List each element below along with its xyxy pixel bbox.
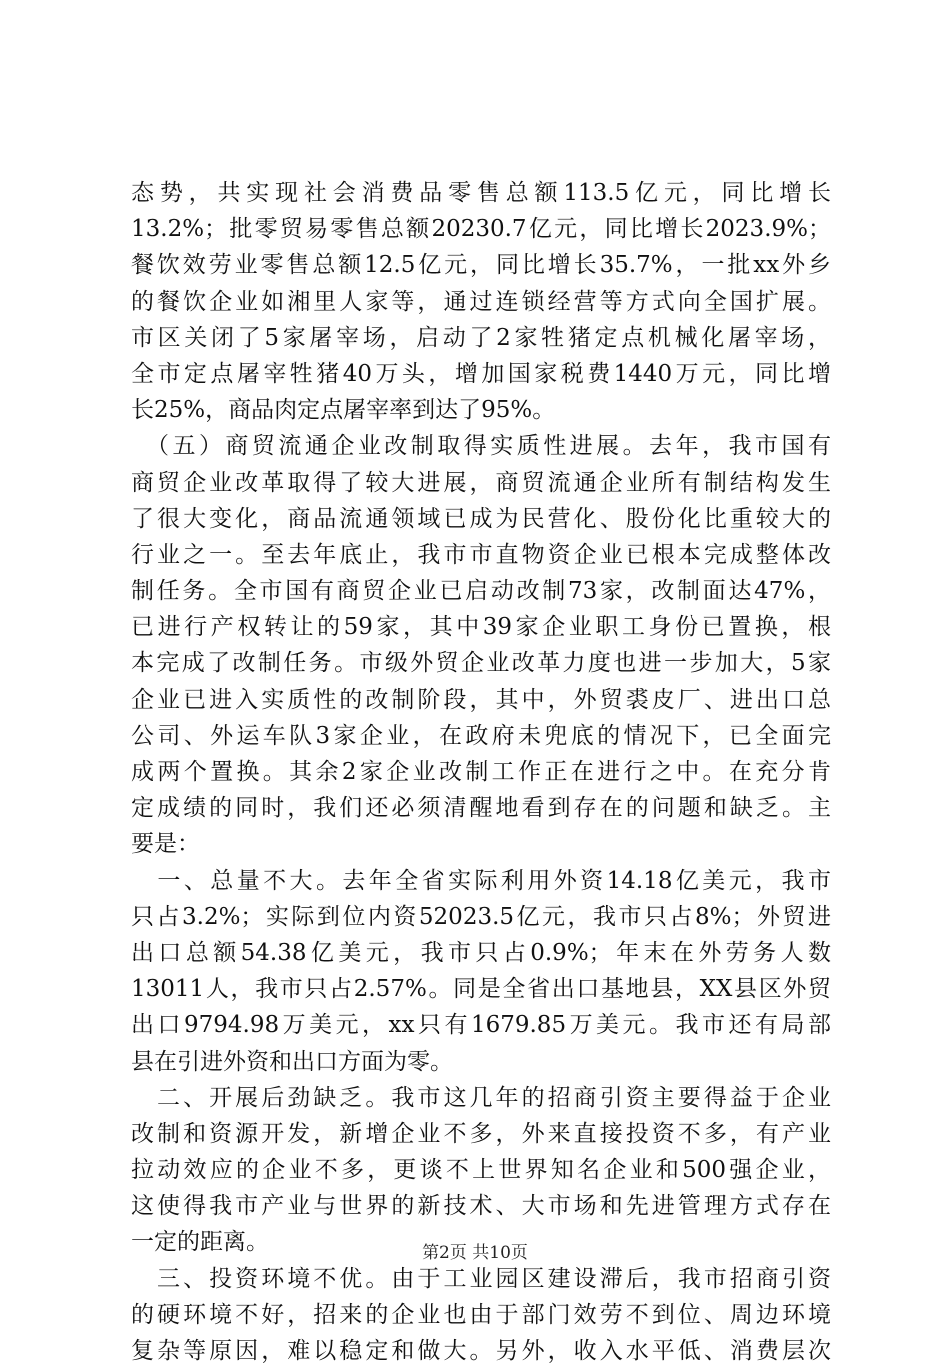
text-line: 三、投资环境不优。由于工业园区建设滞后，我市招商引资 (131, 1265, 831, 1292)
text-line: 制任务。全市国有商贸企业已启动改制73家，改制面达47%， (131, 578, 831, 605)
text-line: 二、开展后劲缺乏。我市这几年的招商引资主要得益于企业 (131, 1084, 831, 1111)
text-line: 了很大变化，商品流通领域已成为民营化、股份化比重较大的 (131, 505, 831, 532)
text-line: 本完成了改制任务。市级外贸企业改革力度也进一步加大，5家 (131, 650, 831, 677)
text-line: 拉动效应的企业不多，更谈不上世界知名企业和500强企业， (131, 1157, 831, 1184)
text-line: 县在引进外资和出口方面为零。 (131, 1048, 453, 1075)
text-line: （五）商贸流通企业改制取得实质性进展。去年，我市国有 (131, 433, 831, 460)
text-line: 行业之一。至去年底止，我市市直物资企业已根本完成整体改 (131, 541, 831, 568)
text-line: 定成绩的同时，我们还必须清醒地看到存在的问题和缺乏。主 (131, 795, 831, 822)
text-line: 的餐饮企业如湘里人家等，通过连锁经营等方式向全国扩展。 (131, 288, 831, 315)
page-footer (0, 1238, 950, 1263)
page-number-label: 第2页 共10页 (422, 1243, 528, 1263)
document-body (131, 175, 831, 1369)
text-line: 一定的距离。 (131, 1229, 269, 1256)
text-line: 全市定点屠宰牲猪40万头，增加国家税费1440万元，同比增 (131, 360, 831, 387)
text-line: 成两个置换。其余2家企业改制工作正在进行之中。在充分肯 (131, 759, 831, 785)
text-line: 一、总量不大。去年全省实际利用外资14.18亿美元，我市 (131, 867, 831, 894)
text-line: 餐饮效劳业零售总额12.5亿元，同比增长35.7%，一批xx外乡 (131, 252, 831, 279)
text-line: 已进行产权转让的59家，其中39家企业职工身份已置换，根 (131, 614, 831, 641)
text-line: 公司、外运车队3家企业，在政府未兜底的情况下，已全面完 (131, 722, 831, 749)
text-line: 出口总额54.38亿美元，我市只占0.9%；年末在外劳务人数 (131, 939, 831, 966)
text-line: 商贸企业改革取得了较大进展，商贸流通企业所有制结构发生 (131, 469, 831, 496)
text-line: 态势，共实现社会消费品零售总额113.5亿元，同比增长 (131, 180, 831, 206)
text-line: 长25%，商品肉定点屠宰率到达了95%。 (131, 397, 556, 424)
text-line: 13.2%；批零贸易零售总额20230.7亿元，同比增长2023.9%； (131, 216, 831, 243)
text-line: 要是： (131, 831, 200, 858)
text-line: 只占3.2%；实际到位内资52023.5亿元，我市只占8%；外贸进 (131, 903, 831, 930)
text-line: 市区关闭了5家屠宰场，启动了2家牲猪定点机械化屠宰场， (131, 324, 831, 351)
text-line: 这使得我市产业与世界的新技术、大市场和先进管理方式存在 (131, 1193, 831, 1220)
text-line: 出口9794.98万美元，xx只有1679.85万美元。我市还有局部 (131, 1012, 831, 1039)
text-line: 改制和资源开发，新增企业不多，外来直接投资不多，有产业 (131, 1120, 831, 1147)
text-line: 复杂等原因，难以稳定和做大。另外，收入水平低、消费层次 (131, 1338, 831, 1364)
text-line: 企业已进入实质性的改制阶段，其中，外贸裘皮厂、进出口总 (131, 686, 831, 713)
text-line: 13011人，我市只占2.57%。同是全省出口基地县，XX县区外贸 (131, 976, 831, 1003)
text-line: 的硬环境不好，招来的企业也由于部门效劳不到位、周边环境 (131, 1301, 831, 1328)
